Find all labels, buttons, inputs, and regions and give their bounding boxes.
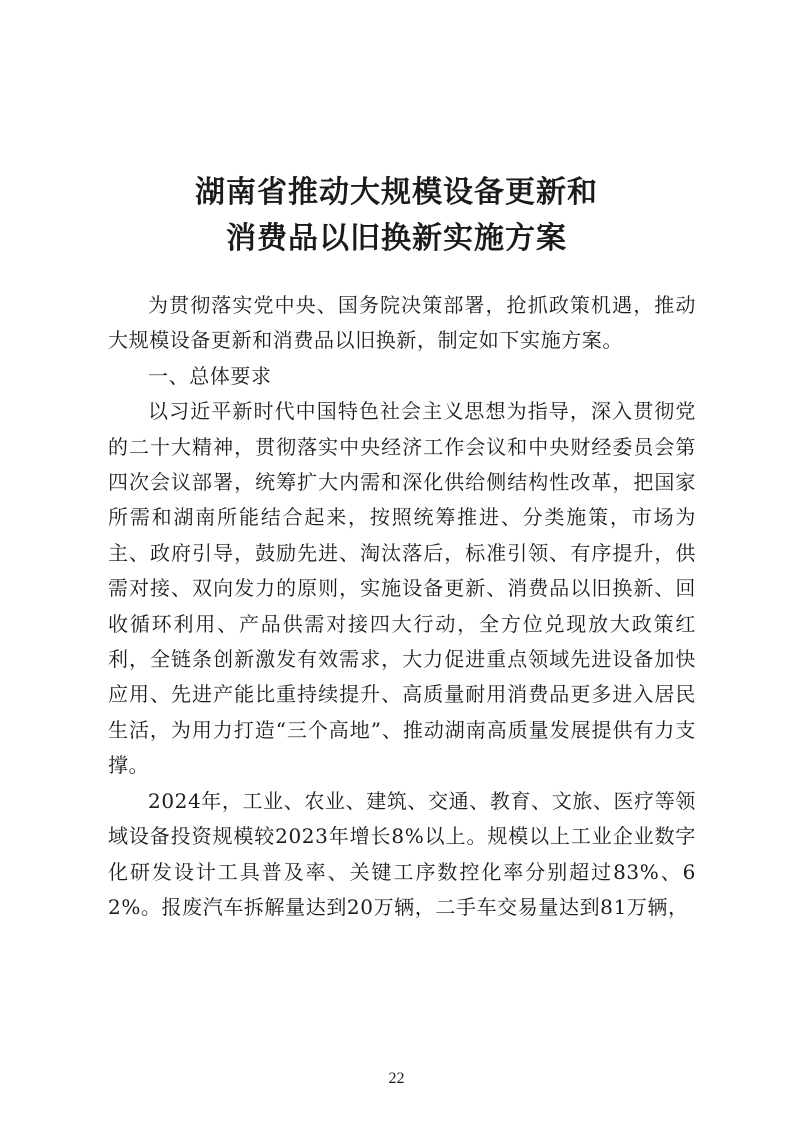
intro-paragraph: 为贯彻落实党中央、国务院决策部署，抢抓政策机遇，推动大规模设备更新和消费品以旧换新，制定如下实施方案。	[108, 293, 696, 353]
document-title	[0, 170, 793, 262]
body-paragraph-2: 2024年，工业、农业、建筑、交通、教育、文旅、医疗等领域设备投资规模较2023年增长8%以上。规模以上工业企业数字化研发设计工具普及率、关键工序数控化率分别超过83%、62%。报废汽车拆解量达到20万辆，二手车交易量达到81万辆，	[108, 788, 696, 919]
title-line-1: 湖南省推动大规模设备更新和	[195, 175, 598, 210]
page-number: 22	[388, 1070, 405, 1087]
title-line-2: 消费品以旧换新实施方案	[226, 221, 567, 256]
body-paragraph-1: 以习近平新时代中国特色社会主义思想为指导，深入贯彻党的二十大精神，贯彻落实中央经济工作会议和中央财经委员会第四次会议部署，统筹扩大内需和深化供给侧结构性改革，把国家所需和湖南所能结合起来，按照统筹推进、分类施策，市场为主、政府引导，鼓励先进、淘汰落后，标准引领、有序提升，供需对接、双向发力的原则，实施设备更新、消费品以旧换新、回收循环利用、产品供需对接四大行动，全方位兑现放大政策红利，全链条创新激发有效需求，大力促进重点领域先进设备加快应用、先进产能比重持续提升、高质量耐用消费品更多进入居民生活，为用力打造“三个高地”、推动湖南高质量发展提供有力支撑。	[108, 399, 696, 778]
document-body	[108, 288, 696, 925]
section-heading: 一、总体要求	[148, 363, 272, 388]
